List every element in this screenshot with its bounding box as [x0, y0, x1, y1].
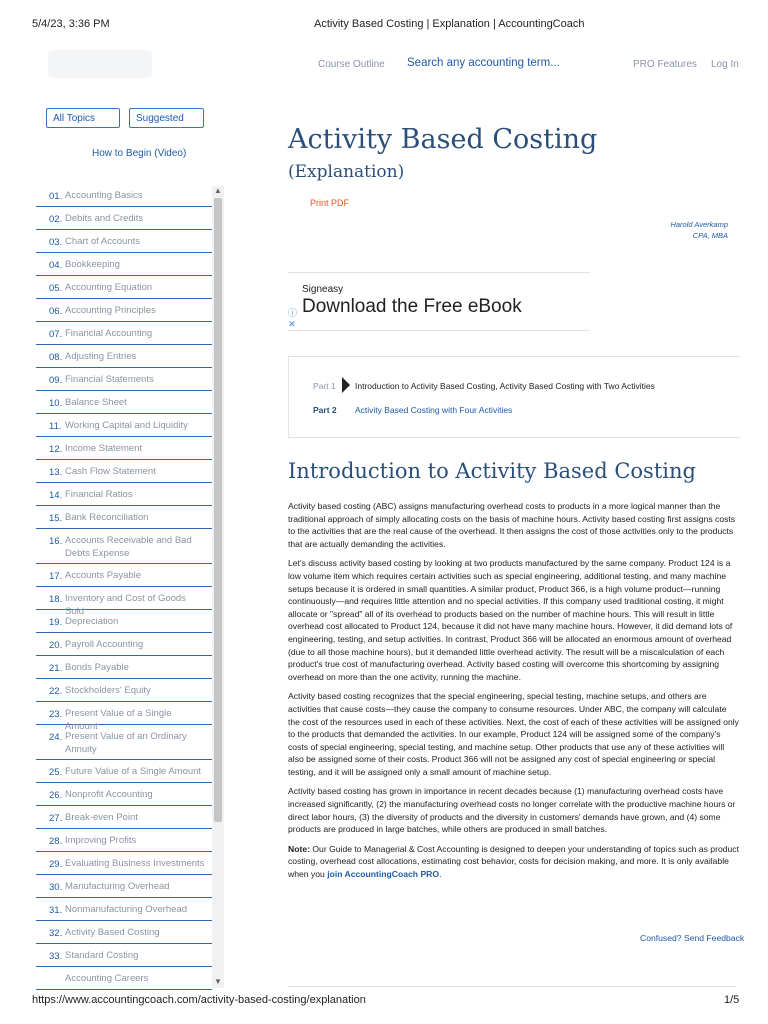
sidebar-item-label: Activity Based Costing: [65, 927, 160, 938]
sidebar-item[interactable]: [36, 944, 212, 967]
how-to-begin-link[interactable]: How to Begin (Video): [92, 148, 187, 159]
ad-headline[interactable]: Download the Free eBook: [302, 296, 522, 317]
topic-list: [36, 184, 212, 988]
sidebar-item[interactable]: [36, 829, 212, 852]
search-input[interactable]: Search any accounting term...: [407, 57, 560, 69]
sidebar-item-label: Future Value of a Single Amount: [65, 766, 202, 777]
sidebar-item-label: Standard Costing: [65, 950, 139, 961]
print-page-number: 1/5: [724, 994, 740, 1006]
sidebar-item[interactable]: [36, 760, 212, 783]
login-link[interactable]: Log In: [711, 59, 739, 70]
ad-brand[interactable]: Signeasy: [302, 284, 344, 295]
print-datetime: 5/4/23, 3:36 PM: [32, 18, 110, 30]
sidebar-item[interactable]: [36, 656, 212, 679]
sidebar-item-label: Improving Profits: [65, 835, 137, 846]
sidebar-item-label: Depreciation: [65, 616, 119, 627]
sidebar-item[interactable]: [36, 875, 212, 898]
sidebar-item-label: Evaluating Business Investments: [65, 858, 205, 869]
sidebar-item-label: Accounts Payable: [65, 570, 142, 581]
sidebar-item-label: Accounting Principles: [65, 305, 156, 316]
sidebar-item-label: Manufacturing Overhead: [65, 881, 170, 892]
sidebar-item-number: 03.: [49, 237, 63, 248]
article-body: [288, 500, 745, 960]
sidebar-item-number: 27.: [49, 813, 63, 824]
scroll-up-icon[interactable]: ▲: [214, 186, 222, 195]
sidebar-item[interactable]: [36, 921, 212, 944]
sidebar-item[interactable]: [36, 253, 212, 276]
part-2-link[interactable]: Activity Based Costing with Four Activities: [355, 405, 513, 415]
author-byline[interactable]: [670, 219, 728, 241]
tab-all-topics[interactable]: All Topics: [46, 108, 120, 128]
paragraph: Activity based costing (ABC) assigns manufacturing overhead costs to products in a more logical manner than the traditional approach of simply allocating costs on the basis of machine hours. Activity based costing first assigns costs to the activities that are the real cause of the overhead. It then assigns the cost of those activities only to the products that are actually demanding the activities.: [288, 501, 736, 549]
course-outline-link[interactable]: Course Outline: [318, 59, 385, 70]
sidebar-item-number: 33.: [49, 951, 63, 962]
sidebar-item-label: Nonprofit Accounting: [65, 789, 153, 800]
sidebar-item-label: Financial Ratios: [65, 489, 133, 500]
sidebar-item-label: Accounts Receivable and Bad Debts Expense: [65, 535, 192, 559]
sidebar-item-number: 13.: [49, 467, 63, 478]
ad-controls[interactable]: [288, 308, 297, 330]
sidebar-item-label: Payroll Accounting: [65, 639, 144, 650]
sidebar-item-number: 21.: [49, 663, 63, 674]
print-url: https://www.accountingcoach.com/activity-based-costing/explanation: [32, 994, 366, 1006]
sidebar-item-number: 04.: [49, 260, 63, 271]
sidebar-item-number: 15.: [49, 513, 63, 524]
author-credentials: CPA, MBA: [692, 231, 728, 240]
page-title: Activity Based Costing: [288, 124, 598, 155]
sidebar-item-number: 08.: [49, 352, 63, 363]
sidebar-item-number: 02.: [49, 214, 63, 225]
note-text: Our Guide to Managerial & Cost Accounting is designed to deepen your understanding of topics such as product costing, overhead cost allocations, estimating cost behavior, costs for decision making, and more. It is only available when you: [288, 843, 739, 880]
sidebar-item[interactable]: [36, 610, 212, 633]
sidebar-item[interactable]: [36, 368, 212, 391]
sidebar-item-number: 09.: [49, 375, 63, 386]
note-paragraph: [288, 843, 740, 881]
sidebar-item-number: 25.: [49, 767, 63, 778]
page-subtitle: (Explanation): [288, 162, 405, 182]
note-end: .: [439, 869, 442, 880]
parts-navigation: [288, 356, 740, 438]
sidebar-item-label: Bookkeeping: [65, 259, 120, 270]
ad-close-icon[interactable]: ✕: [288, 319, 296, 329]
sidebar-item-number: 14.: [49, 490, 63, 501]
ad-info-icon[interactable]: ⓘ: [288, 308, 298, 318]
sidebar-item-label: Financial Statements: [65, 374, 154, 385]
sidebar-item-label: Bank Reconciliation: [65, 512, 149, 523]
sidebar-item[interactable]: [36, 725, 212, 760]
sidebar-item-label: Bonds Payable: [65, 662, 129, 673]
ad-divider: [288, 330, 590, 331]
sidebar-item-number: 07.: [49, 329, 63, 340]
part-1-link[interactable]: Introduction to Activity Based Costing, Activity Based Costing with Two Activities: [355, 381, 655, 391]
sidebar-item[interactable]: [36, 276, 212, 299]
sidebar-item-label: Stockholders' Equity: [65, 685, 151, 696]
author-name[interactable]: Harold Averkamp: [670, 220, 728, 229]
send-feedback-link[interactable]: Confused? Send Feedback: [640, 933, 745, 943]
sidebar-item-label: Present Value of a Single Amount: [65, 708, 172, 732]
sidebar-item[interactable]: [36, 702, 212, 732]
sidebar-item[interactable]: [36, 852, 212, 875]
sidebar-item-number: 22.: [49, 686, 63, 697]
sidebar-item-number: 28.: [49, 836, 63, 847]
sidebar-item[interactable]: [36, 414, 212, 437]
sidebar-item-number: 24.: [49, 732, 63, 743]
sidebar-item[interactable]: [36, 437, 212, 460]
sidebar-item-number: 01.: [49, 191, 63, 202]
sidebar-item-number: 10.: [49, 398, 63, 409]
print-pdf-link[interactable]: Print PDF: [310, 198, 350, 208]
content-divider: [288, 986, 736, 987]
sidebar-item-number: 06.: [49, 306, 63, 317]
sidebar-item-label: Income Statement: [65, 443, 143, 454]
sidebar-item-number: 05.: [49, 283, 63, 294]
sidebar-item-label: Adjusting Entries: [65, 351, 137, 362]
sidebar-item-label: Financial Accounting: [65, 328, 153, 339]
sidebar-item[interactable]: [36, 207, 212, 230]
sidebar-item[interactable]: [36, 299, 212, 322]
current-part-arrow-icon: [342, 377, 350, 393]
sidebar-item[interactable]: [36, 529, 212, 564]
sidebar-item[interactable]: [36, 483, 212, 506]
sidebar-item-label: Present Value of an Ordinary Annuity: [65, 731, 187, 755]
sidebar-item-label: Inventory and Cost of Goods Sold: [65, 593, 186, 617]
pro-features-link[interactable]: PRO Features: [633, 59, 697, 70]
paragraph: Activity based costing recognizes that the special engineering, special testing, machine setups, and others are activities that cause costs—they cause the company to consume resources. Under ABC, the company will calculate the cost of the resources used in each of these activities. Next, the cost of each of these activities will be assigned only to the products that demanded the activities. In our example, Product 124 will be assigned some of the company's costs of special engineering, special testing, and machine setup. Other products that use any of these activities will also be assigned some of their costs. Product 366 will not be assigned any cost of special engineering or special testing, and it will be assigned only a small amount of machine setup.: [288, 691, 739, 777]
sidebar-item-number: 20.: [49, 640, 63, 651]
site-logo[interactable]: [48, 50, 152, 78]
section-heading: Introduction to Activity Based Costing: [288, 459, 696, 483]
sidebar-item[interactable]: [36, 679, 212, 702]
sidebar-item[interactable]: [36, 460, 212, 483]
sidebar-item-label: Accounting Equation: [65, 282, 153, 293]
sidebar-item-number: 32.: [49, 928, 63, 939]
part-1-label[interactable]: Part 1: [313, 381, 336, 391]
sidebar-item-number: 29.: [49, 859, 63, 870]
sidebar-item-number: 12.: [49, 444, 63, 455]
sidebar-item-label: Break-even Point: [65, 812, 138, 823]
paragraph: Let's discuss activity based costing by looking at two products manufactured by the same company. Product 124 is a low volume item which requires certain activities such as special engineering, additional testing, and many machine setups because it is ordered in small quantities. A similar product, Product 366, is a high volume product—running continuously—and requires little attention and no special activities. If this company used traditional costing, it might allocate or "spread" all of its overhead to products based on the number of machine hours. This will result in little overhead cost allocated to Product 124, because it did not have many machine hours. However, it did demand lots of engineering, testing, and setup activities. In contrast, Product 366 will be allocated an enormous amount of overhead (due to all those machine hours), but it demanded little overhead activity. The result will be a miscalculation of each product's true cost of manufacturing overhead. Activity based costing will overcome this shortcoming by assigning overhead on more than the one activity, running the machine.: [288, 558, 733, 682]
sidebar-item-number: 23.: [49, 709, 63, 720]
sidebar-item-label: Debits and Credits: [65, 213, 144, 224]
paragraph: Activity based costing has grown in importance in recent decades because (1) manufacturing overhead costs have increased significantly, (2) the manufacturing overhead costs no longer correlate with the productive machine hours or direct labor hours, (3) the diversity of products and the diversity in customers' demands have grown, and (4) some products are produced in large batches, while others are produced in small batches.: [288, 786, 736, 835]
sidebar-item-label: Cash Flow Statement: [65, 466, 156, 477]
sidebar-item-number: 16.: [49, 536, 63, 547]
sidebar-item[interactable]: [36, 564, 212, 587]
sidebar-item-label: Balance Sheet: [65, 397, 127, 408]
sidebar-item[interactable]: [36, 898, 212, 921]
print-page-title: Activity Based Costing | Explanation | AccountingCoach: [314, 18, 585, 30]
sidebar-item-number: 17.: [49, 571, 63, 582]
sidebar-item-label: Working Capital and Liquidity: [65, 420, 188, 431]
sidebar-item[interactable]: [36, 967, 212, 990]
sidebar-item[interactable]: [36, 806, 212, 829]
sidebar-item[interactable]: [36, 322, 212, 345]
note-label: Note:: [288, 843, 310, 854]
scrollbar-thumb[interactable]: [214, 198, 222, 822]
ad-divider: [288, 272, 590, 273]
sidebar-item[interactable]: [36, 506, 212, 529]
sidebar-item[interactable]: [36, 184, 212, 207]
sidebar-item-label: Chart of Accounts: [65, 236, 140, 247]
join-pro-link[interactable]: join AccountingCoach PRO: [327, 869, 440, 880]
sidebar-item-number: 26.: [49, 790, 63, 801]
sidebar-item-number: 18.: [49, 594, 63, 605]
sidebar-item-number: 31.: [49, 905, 63, 916]
sidebar-item[interactable]: [36, 633, 212, 656]
sidebar-item-number: 19.: [49, 617, 63, 628]
sidebar-item[interactable]: [36, 230, 212, 253]
sidebar-item[interactable]: [36, 391, 212, 414]
sidebar-item-label: Nonmanufacturing Overhead: [65, 904, 187, 915]
scroll-down-icon[interactable]: ▼: [214, 977, 222, 986]
sidebar-item[interactable]: [36, 345, 212, 368]
sidebar-item[interactable]: [36, 587, 212, 617]
sidebar-item[interactable]: [36, 783, 212, 806]
sidebar-item-label: Accounting Careers: [65, 973, 149, 984]
sidebar-item-label: Accounting Basics: [65, 190, 143, 201]
tab-suggested[interactable]: Suggested: [129, 108, 204, 128]
sidebar-item-number: 30.: [49, 882, 63, 893]
part-2-label[interactable]: Part 2: [313, 405, 337, 415]
sidebar-item-number: 11.: [49, 421, 62, 432]
